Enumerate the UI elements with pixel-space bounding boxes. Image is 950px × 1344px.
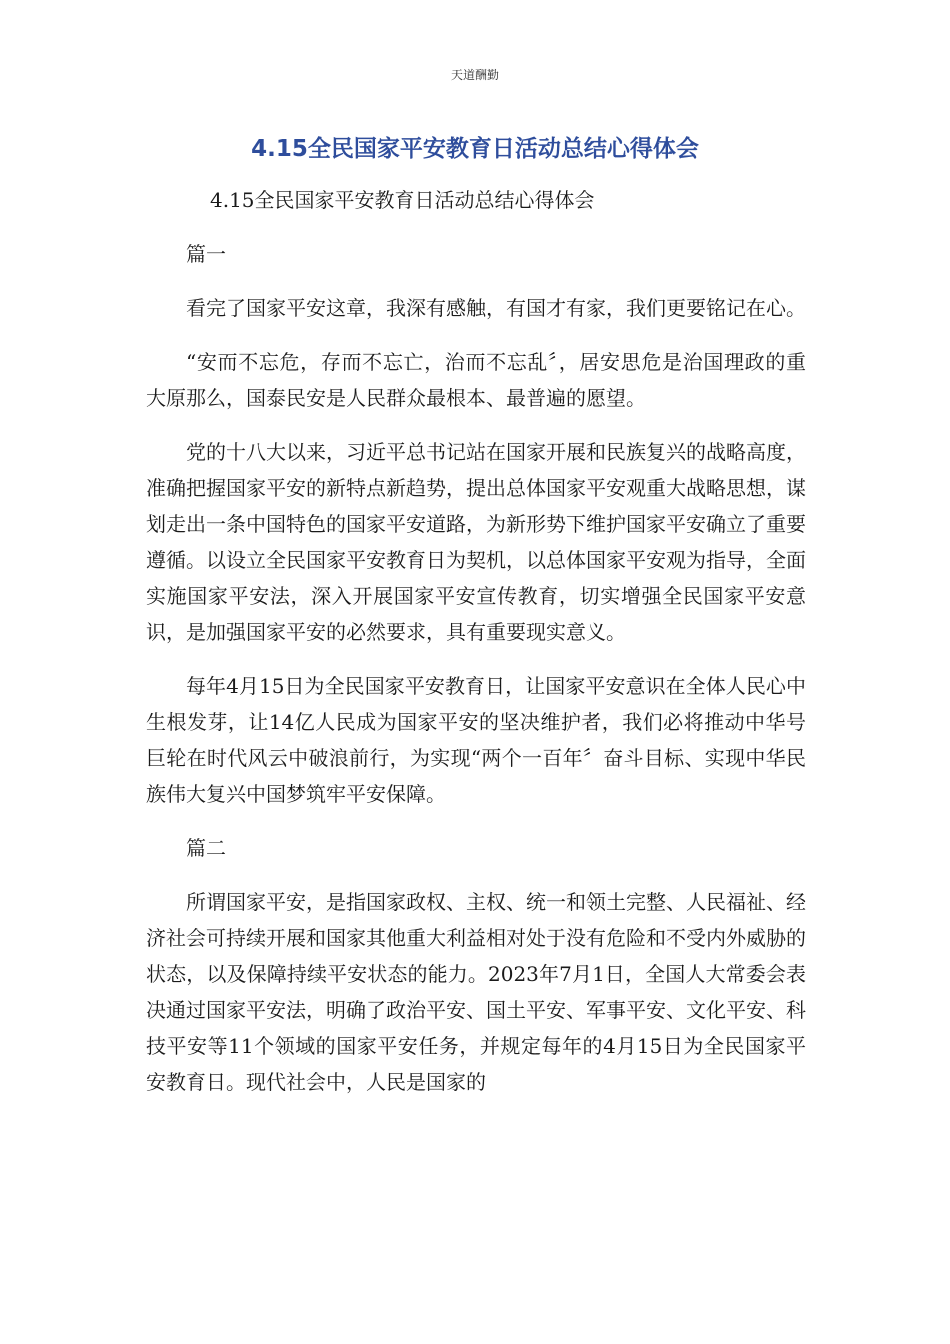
document-subtitle: 4.15全民国家平安教育日活动总结心得体会	[210, 188, 595, 212]
paragraph: 党的十八大以来，习近平总书记站在国家开展和民族复兴的战略高度，准确把握国家平安的新特点新趋势，提出总体国家平安观重大战略思想，谋划走出一条中国特色的国家平安道路，为新形势下维护国家平安确立了重要遵循。以设立全民国家平安教育日为契机，以总体国家平安观为指导，全面实施国家平安法，深入开展国家平安宣传教育，切实增强全民国家平安意识，是加强国家平安的必然要求，具有重要现实意义。	[146, 440, 806, 644]
paragraph: 每年4月15日为全民国家平安教育日，让国家平安意识在全体人民心中生根发芽，让14亿人民成为国家平安的坚决维护者，我们必将推动中华号巨轮在时代风云中破浪前行，为实现“两个一百年〞奋斗目标、实现中华民族伟大复兴中国梦筑牢平安保障。	[146, 674, 806, 806]
paragraph: “安而不忘危，存而不忘亡，治而不忘乱〞，居安思危是治国理政的重大原那么，国泰民安是人民群众最根本、最普遍的愿望。	[146, 350, 806, 410]
document-title: 4.15全民国家平安教育日活动总结心得体会	[251, 136, 699, 162]
paragraph: 看完了国家平安这章，我深有感触，有国才有家，我们更要铭记在心。	[186, 296, 806, 320]
paragraph: 所谓国家平安，是指国家政权、主权、统一和领土完整、人民福祉、经济社会可持续开展和国家其他重大利益相对处于没有危险和不受内外威胁的状态，以及保障持续平安状态的能力。2023年7月1日，全国人大常委会表决通过国家平安法，明确了政治平安、国土平安、军事平安、文化平安、科技平安等11个领域的国家平安任务，并规定每年的4月15日为全民国家平安教育日。现代社会中，人民是国家的	[146, 890, 806, 1094]
document-body	[146, 182, 806, 1118]
section-heading: 篇二	[186, 836, 226, 860]
section-heading: 篇一	[186, 242, 226, 266]
page-header: 天道酬勤	[450, 68, 499, 82]
